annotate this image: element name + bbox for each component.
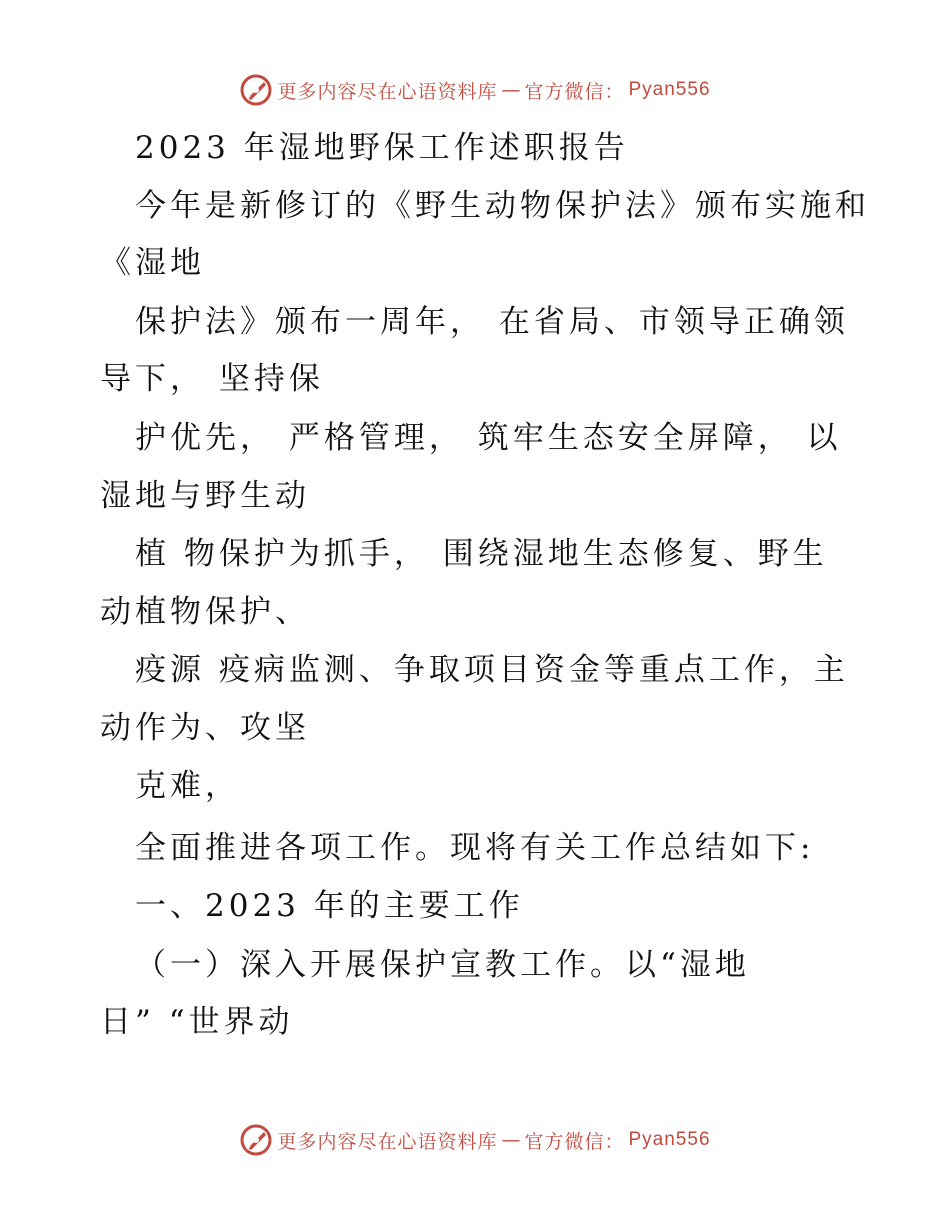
subsection-heading: （一）深入开展保护宣教工作。以“湿地 [135, 947, 750, 983]
quill-pen-emblem-icon [239, 1123, 273, 1157]
body-line: 动植物保护、 [100, 594, 310, 630]
footer-watermark [0, 1120, 950, 1160]
body-line: 动作为、攻坚 [100, 710, 310, 746]
body-line: 保护法》颁布一周年， 在省局、市领导正确领 [135, 304, 849, 340]
watermark-contact-id: Pyan556 [628, 1129, 711, 1150]
watermark-text: 更多内容尽在心语资料库 [277, 1130, 498, 1153]
watermark-separator: — [501, 1129, 521, 1151]
body-line: 《湿地 [100, 245, 205, 281]
watermark-text: 更多内容尽在心语资料库 [277, 80, 498, 103]
body-line: 导下， 坚持保 [100, 361, 324, 397]
section-heading: 一、2023 年的主要工作 [135, 888, 524, 924]
watermark-contact-label: 官方微信： [524, 1130, 625, 1153]
watermark-contact-label: 官方微信： [524, 80, 625, 103]
body-line: 克难， [135, 768, 240, 804]
body-line: 全面推进各项工作。现将有关工作总结如下: [135, 830, 815, 866]
watermark-contact-id: Pyan556 [628, 79, 711, 100]
quill-pen-emblem-icon [239, 73, 273, 107]
body-line: 植 物保护为抓手， 围绕湿地生态修复、野生 [135, 536, 828, 572]
header-watermark [0, 70, 950, 110]
watermark-separator: — [501, 79, 521, 101]
body-line: 日” “世界动 [100, 1004, 294, 1040]
body-line: 护优先， 严格管理， 筑牢生态安全屏障， 以 [135, 420, 842, 456]
body-line: 湿地与野生动 [100, 478, 310, 514]
body-line: 今年是新修订的《野生动物保护法》颁布实施和 [135, 188, 870, 224]
document-title: 2023 年湿地野保工作述职报告 [135, 130, 629, 166]
body-line: 疫源 疫病监测、争取项目资金等重点工作，主 [135, 652, 849, 688]
